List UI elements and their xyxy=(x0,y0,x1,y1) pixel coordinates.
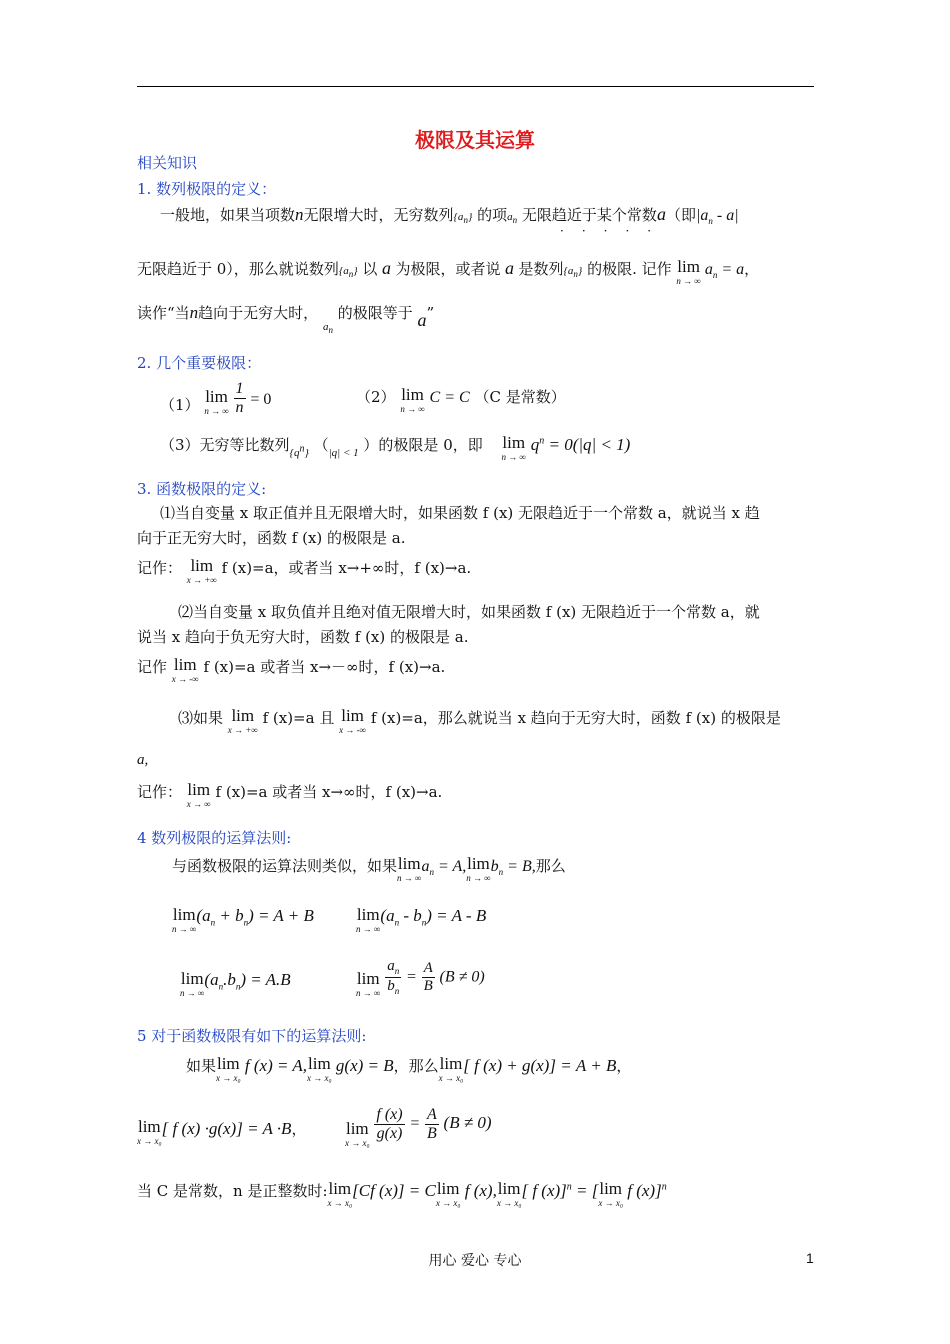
s5-text: ，那么 xyxy=(393,1057,439,1075)
section1-heading: 1. 数列极限的定义： xyxy=(137,180,277,198)
s5-line1: 如果lim x → x₀ f (x) = A,lim x → x₀ g(x) = B，那么lim x → x₀ [ f (x) + g(x)] = A + B， xyxy=(186,1054,632,1083)
math-seq-qn: {qn} xyxy=(289,443,309,459)
s2-text: （3）无穷等比数列 xyxy=(160,436,290,454)
s1-text: 的极限等于 xyxy=(337,304,413,322)
emphasis-dots: ····· xyxy=(560,224,670,238)
s3-p3-line2: a, xyxy=(137,752,149,768)
s1-line3 xyxy=(137,302,435,336)
limit-expression: lim x → x₀ xyxy=(345,1119,370,1148)
limit-expression: lim x → -∞ xyxy=(171,655,199,684)
math-A-over-B: $\frac{A}{B}$ xyxy=(426,1106,437,1142)
s3-p1-line2: 向于正无穷大时，函数 f (x) 的极限是 a. xyxy=(137,529,406,547)
math-n: n xyxy=(295,205,304,224)
math-an-eq-a: $a_n = a$ xyxy=(700,261,745,281)
s2-item3 xyxy=(160,434,630,462)
s4-rule-sum xyxy=(172,906,314,934)
s1-text: 一般地，如果当项数 xyxy=(160,206,296,224)
math-a: a xyxy=(500,258,519,278)
math-diff-rule: $(a_n - b_n) = A - B$ xyxy=(380,906,487,928)
record-text: f (x)=a 或者当 x→－∞时，f (x)→a. xyxy=(203,658,446,676)
s3-record2 xyxy=(137,656,445,684)
limit-expression: lim n → ∞ xyxy=(400,385,425,414)
math-an-over-bn: $\frac{a_n}{b_n}$ xyxy=(387,958,400,996)
math-sum-rule: $(a_n + b_n) = A + B$ xyxy=(196,906,314,928)
s1-text: 为极限，或者说 xyxy=(395,260,501,278)
math-an-eq-A: $a_n = A$, xyxy=(421,858,467,878)
math-A-over-B: $\frac{A}{B}$ xyxy=(423,960,433,994)
math-seq-an: $\{a_n\}$ xyxy=(453,211,473,226)
constant-note: （C 是常数） xyxy=(474,388,566,406)
math-c-eq-c: C = C xyxy=(429,389,470,406)
s3-text: f (x)=a 且 xyxy=(262,709,335,727)
s1-text: 的项 xyxy=(477,206,508,224)
limit-expression: lim x → x₀ xyxy=(438,1054,464,1083)
limit-expression: lim n → ∞ xyxy=(356,905,381,934)
s2-text: （ xyxy=(313,436,329,454)
item-number: （1） xyxy=(160,396,200,415)
limit-expression: lim x → -∞ xyxy=(339,706,367,735)
item-number: （2） xyxy=(356,388,396,406)
math-fx: f (x), xyxy=(460,1181,497,1200)
limit-expression: lim n → ∞ xyxy=(466,854,491,883)
math-bn-eq-B: $b_n = B$, xyxy=(490,858,536,878)
section3-heading: 3. 函数极限的定义: xyxy=(137,480,267,498)
record-label: 记作： xyxy=(137,783,183,801)
page-number: 1 xyxy=(806,1250,814,1266)
s4-text: 与函数极限的运算法则类似，如果 xyxy=(172,857,398,875)
math-fx-eq-A: f (x) = A, xyxy=(240,1056,308,1075)
s3-p2-line1: ⑵当自变量 x 取负值并且绝对值无限增大时，如果函数 f (x) 无限趋近于一个常数 a，就 xyxy=(178,603,760,621)
math-B-neq-zero: (B ≠ 0) xyxy=(443,1113,492,1133)
math-abs-an-minus-a: $|a_n - a|$ xyxy=(695,207,739,227)
section5-heading: 5 对于函数极限有如下的运算法则: xyxy=(137,1027,367,1045)
s5-last-line xyxy=(137,1180,667,1208)
math-a: a xyxy=(377,258,396,278)
s1-text: 无限趋近于某个常数 xyxy=(521,206,657,224)
limit-expression: lim x → x₀ xyxy=(327,1179,353,1208)
math-a: a xyxy=(656,204,666,224)
limit-expression: lim x → +∞ xyxy=(227,706,258,735)
s1-text: （即 xyxy=(665,206,696,224)
s1-text: ” xyxy=(426,304,435,322)
s3-p2-line2: 说当 x 趋向于负无穷大时，函数 f (x) 的极限是 a. xyxy=(137,628,469,646)
s1-text: 无限趋近于 0），那么就说数列 xyxy=(137,260,339,278)
s4-intro xyxy=(172,855,566,883)
s3-record1 xyxy=(137,557,471,585)
math-seq-an: $\{a_n\}$ xyxy=(563,265,583,280)
s3-p1-line1: ⑴当自变量 x 取正值并且无限增大时，如果函数 f (x) 无限趋近于一个常数 a，就说当 x 趋 xyxy=(160,504,760,522)
limit-expression: lim n → ∞ xyxy=(676,257,701,286)
math-prod-fg: [ f (x) ·g(x)] = A ·B xyxy=(161,1119,292,1138)
record-text: f (x)=a 或者当 x→∞时，f (x)→a. xyxy=(215,783,443,801)
s1-line1 xyxy=(160,204,739,226)
s5-rule-prod: lim x → x₀ [ f (x) ·g(x)] = A ·B， xyxy=(137,1117,307,1146)
s5-rule-quot xyxy=(345,1106,492,1148)
limit-expression: lim x → ∞ xyxy=(186,780,211,809)
s5-text: 当 C 是常数，n 是正整数时: xyxy=(137,1182,328,1200)
math-fx-pow: [ f (x)]$^n$ = [ xyxy=(521,1181,599,1200)
math-Cf: [Cf (x)] = C xyxy=(352,1181,436,1200)
record-label: 记作 xyxy=(137,658,168,676)
limit-expression: lim x → x₀ xyxy=(307,1054,332,1083)
limit-expression: lim x → x₀ xyxy=(598,1179,623,1208)
math-an: an xyxy=(322,321,333,336)
s4-rule-diff xyxy=(356,906,486,934)
math-eq: = xyxy=(409,1115,421,1133)
limit-expression: lim x → x₀ xyxy=(496,1179,522,1208)
s1-text: 趋向于无穷大时， xyxy=(198,304,319,322)
s5-text: 如果 xyxy=(186,1057,217,1075)
math-prod-rule: $(a_n.b_n) = A.B$ xyxy=(204,970,291,992)
page-title: 极限及其运算 xyxy=(415,128,535,152)
footer-text: 用心 爱心 专心 xyxy=(428,1253,522,1269)
limit-expression: lim n → ∞ xyxy=(356,969,381,998)
math-f-over-g: $\frac{f (x)}{g(x)}$ xyxy=(376,1106,403,1142)
math-qn-limit: $q^n = 0(|q| < 1)$ xyxy=(530,435,631,454)
math-gx-eq-B: g(x) = B xyxy=(331,1056,394,1075)
math-eq-zero: = 0 xyxy=(250,391,272,409)
limit-expression: lim x → x₀ xyxy=(216,1054,241,1083)
math-a: a xyxy=(417,310,427,330)
s2-item2 xyxy=(356,386,566,414)
s3-text: ⑶如果 xyxy=(178,709,224,727)
limit-expression: lim n → ∞ xyxy=(204,387,229,416)
math-eq: = xyxy=(405,968,417,986)
limit-expression: lim n → ∞ xyxy=(397,854,422,883)
s1-text: 读作“当 xyxy=(137,304,190,322)
limit-expression: lim n → ∞ xyxy=(501,433,526,462)
record-text: f (x)=a，或者当 x→+∞时，f (x)→a. xyxy=(221,559,472,577)
s3-record3 xyxy=(137,781,442,809)
s1-text: 的极限. 记作 xyxy=(587,260,672,278)
limit-expression: lim n → ∞ xyxy=(180,969,205,998)
limit-expression: lim x → x₀ xyxy=(137,1117,162,1146)
math-seq-an: $\{a_n\}$ xyxy=(338,265,358,280)
limit-expression: lim n → ∞ xyxy=(172,905,197,934)
s1-text: 无限增大时，无穷数列 xyxy=(303,206,454,224)
math-an: $a_n$ xyxy=(507,211,518,226)
section4-heading: 4 数列极限的运算法则: xyxy=(137,829,292,847)
header-rule xyxy=(137,86,814,87)
math-one-over-n: $\frac{1}{n}$ xyxy=(235,380,244,416)
math-sum-fg: [ f (x) + g(x)] = A + B xyxy=(463,1056,617,1075)
math-n: n xyxy=(189,303,199,322)
section2-heading: 2. 几个重要极限： xyxy=(137,354,262,372)
s3-text: f (x)=a，那么就说当 x 趋向于无穷大时，函数 f (x) 的极限是 xyxy=(370,709,781,727)
s2-text: ）的极限是 0，即 xyxy=(363,436,483,454)
related-knowledge-label: 相关知识 xyxy=(137,154,198,172)
s4-rule-quot xyxy=(356,958,485,997)
s1-text: 以 xyxy=(362,260,378,278)
math-fx-pow-close: f (x)]$^n$ xyxy=(623,1181,667,1200)
s1-text: 是数列 xyxy=(518,260,564,278)
s1-line2: 无限趋近于 0），那么就说数列$\{a_n\}$ 以 a 为极限，或者说 a 是数列$\{a_n\}$ 的极限. 记作 lim n → ∞ $a_n = a$， xyxy=(137,257,760,286)
s3-p3-line1 xyxy=(178,707,781,735)
limit-expression: lim x → +∞ xyxy=(186,556,217,585)
math-B-neq-zero: (B ≠ 0) xyxy=(439,968,485,986)
record-label: 记作： xyxy=(137,559,183,577)
s4-rule-prod xyxy=(180,970,291,998)
s2-item1 xyxy=(160,380,271,416)
s4-text: 那么 xyxy=(535,857,566,875)
math-abs-q-lt-1: |q| < 1 xyxy=(328,447,359,459)
limit-expression: lim x → x₀ xyxy=(435,1179,461,1208)
